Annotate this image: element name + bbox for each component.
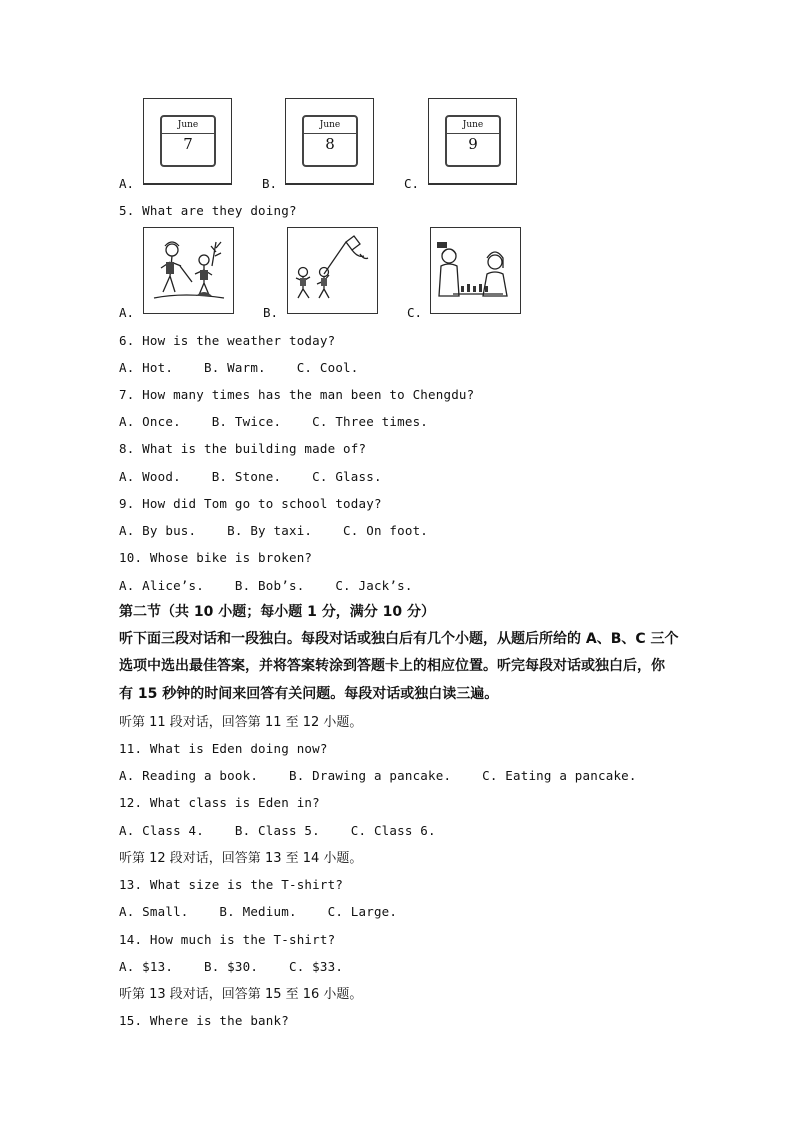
- question-14-options: A. $13. B. $30. C. $33.: [119, 959, 344, 974]
- calendar-day: 8: [325, 135, 335, 153]
- question-10: 10. Whose bike is broken?: [119, 550, 313, 565]
- question-9: 9. How did Tom go to school today?: [119, 496, 382, 511]
- section-instructions-1: 听下面三段对话和一段独白。每段对话或独白后有几个小题，从题后所给的 A、B、C 三个: [119, 631, 679, 647]
- question-8: 8. What is the building made of?: [119, 441, 367, 456]
- calendar-month: June: [447, 119, 499, 134]
- question-13-options: A. Small. B. Medium. C. Large.: [119, 904, 398, 919]
- question-14: 14. How much is the T-shirt?: [119, 932, 336, 947]
- playing-chess-icon: [431, 228, 520, 313]
- option-label: C.: [407, 305, 423, 320]
- question-13: 13. What size is the T-shirt?: [119, 877, 344, 892]
- section-title: 第二节（共 10 小题；每小题 1 分，满分 10 分）: [119, 604, 435, 620]
- question-11-options: A. Reading a book. B. Drawing a pancake. C. Eating a pancake.: [119, 768, 637, 783]
- question-5: 5. What are they doing?: [119, 203, 297, 218]
- flying-kite-image: [287, 227, 378, 314]
- calendar-image-b: [285, 98, 374, 185]
- option-label: B.: [263, 305, 279, 320]
- calendar-day: 9: [468, 135, 478, 153]
- calendar-icon: [445, 115, 501, 167]
- planting-trees-icon: [144, 228, 233, 313]
- option-label: C.: [404, 176, 420, 191]
- dialog-intro-12: 听第 12 段对话，回答第 13 至 14 小题。: [119, 851, 363, 866]
- section-instructions-3: 有 15 秒钟的时间来回答有关问题。每段对话或独白读三遍。: [119, 686, 499, 702]
- question-8-options: A. Wood. B. Stone. C. Glass.: [119, 469, 382, 484]
- calendar-month: June: [162, 119, 214, 134]
- section-instructions-2: 选项中选出最佳答案，并将答案转涂到答题卡上的相应位置。听完每段对话或独白后，你: [119, 658, 665, 674]
- question-15: 15. Where is the bank?: [119, 1013, 289, 1028]
- question-11: 11. What is Eden doing now?: [119, 741, 328, 756]
- question-7-options: A. Once. B. Twice. C. Three times.: [119, 414, 429, 429]
- question-9-options: A. By bus. B. By taxi. C. On foot.: [119, 523, 429, 538]
- calendar-icon: [302, 115, 358, 167]
- option-label: A.: [119, 305, 135, 320]
- question-6-options: A. Hot. B. Warm. C. Cool.: [119, 360, 359, 375]
- dialog-intro-13: 听第 13 段对话，回答第 15 至 16 小题。: [119, 987, 363, 1002]
- question-6: 6. How is the weather today?: [119, 333, 336, 348]
- flying-kite-icon: [288, 228, 377, 313]
- calendar-image-a: [143, 98, 232, 185]
- question-10-options: A. Alice’s. B. Bob’s. C. Jack’s.: [119, 578, 413, 593]
- playing-chess-image: [430, 227, 521, 314]
- calendar-month: June: [304, 119, 356, 134]
- calendar-image-c: [428, 98, 517, 185]
- planting-trees-image: [143, 227, 234, 314]
- option-label: A.: [119, 176, 135, 191]
- calendar-icon: [160, 115, 216, 167]
- calendar-day: 7: [183, 135, 193, 153]
- question-12: 12. What class is Eden in?: [119, 795, 320, 810]
- question-12-options: A. Class 4. B. Class 5. C. Class 6.: [119, 823, 436, 838]
- dialog-intro-11: 听第 11 段对话，回答第 11 至 12 小题。: [119, 715, 363, 730]
- question-7: 7. How many times has the man been to Chengdu?: [119, 387, 475, 402]
- option-label: B.: [262, 176, 278, 191]
